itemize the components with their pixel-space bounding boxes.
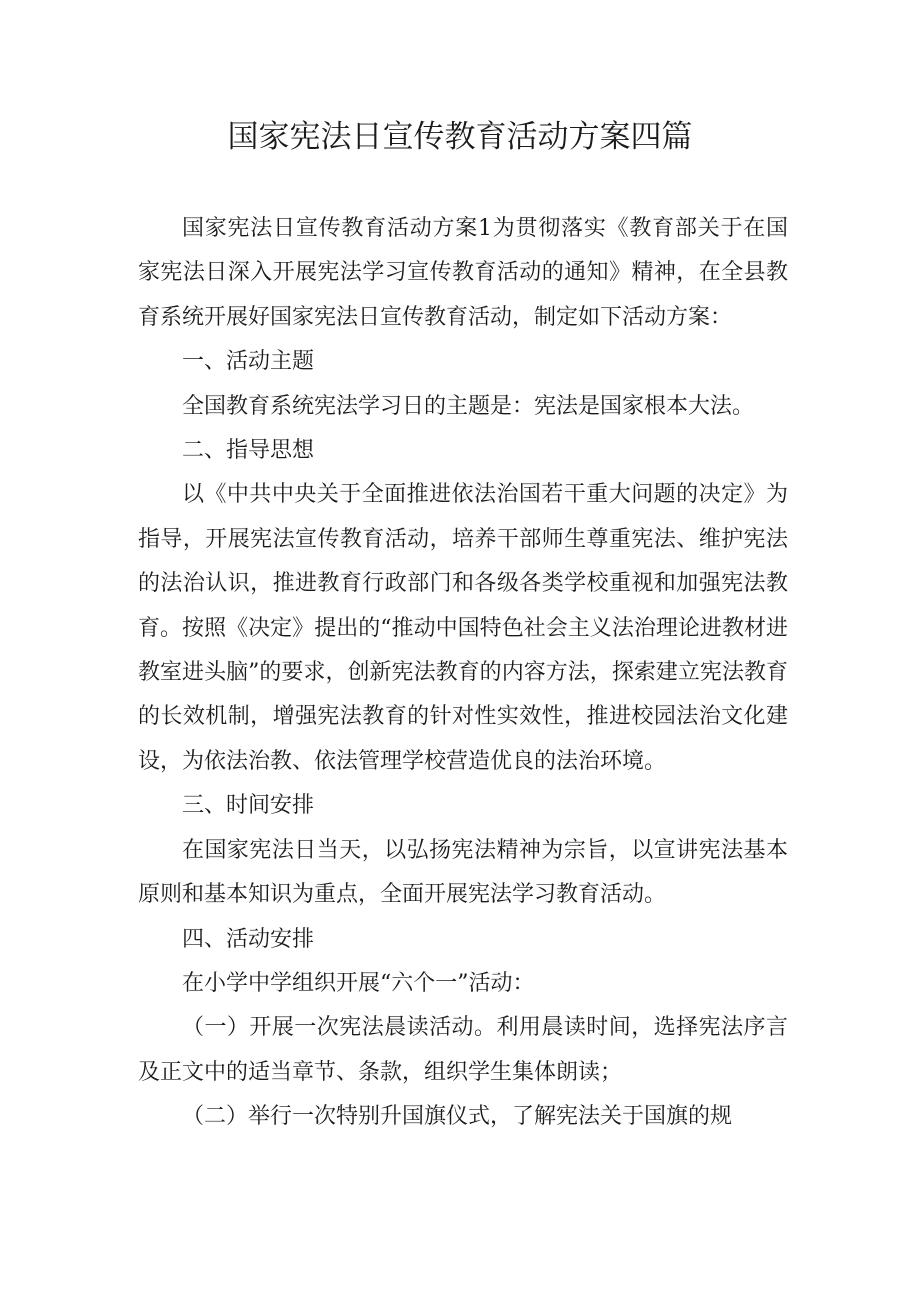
list-item-activity-1: （一）开展一次宪法晨读活动。利用晨读时间，选择宪法序言及正文中的适当章节、条款，组织学生集体朗读； [138, 1015, 788, 1085]
section-heading-guiding-ideology: 二、指导思想 [182, 438, 315, 464]
document-body [138, 207, 788, 1140]
paragraph-schedule: 在国家宪法日当天，以弘扬宪法精神为宗旨，以宣讲宪法基本原则和基本知识为重点，全面开展宪法学习教育活动。 [138, 837, 788, 908]
section-heading-theme: 一、活动主题 [182, 349, 315, 375]
section-heading-schedule: 三、时间安排 [182, 793, 315, 819]
paragraph-activities-intro: 在小学中学组织开展“六个一”活动： [182, 970, 535, 996]
paragraph-theme: 全国教育系统宪法学习日的主题是：宪法是国家根本大法。 [182, 393, 755, 419]
document-title: 国家宪法日宣传教育活动方案四篇 [227, 119, 693, 155]
paragraph-intro: 国家宪法日宣传教育活动方案1为贯彻落实《教育部关于在国家宪法日深入开展宪法学习宣传教育活动的通知》精神，在全县教育系统开展好国家宪法日宣传教育活动，制定如下活动方案： [138, 216, 788, 330]
paragraph-guiding-ideology: 以《中共中央关于全面推进依法治国若干重大问题的决定》为指导，开展宪法宣传教育活动，培养干部师生尊重宪法、维护宪法的法治认识，推进教育行政部门和各级各类学校重视和加强宪法教育。按照《决定》提出的“推动中国特色社会主义法治理论进教材进教室进头脑”的要求，创新宪法教育的内容方法，探索建立宪法教育的长效机制，增强宪法教育的针对性实效性，推进校园法治文化建设，为依法治教、依法管理学校营造优良的法治环境。 [138, 482, 788, 774]
section-heading-activities: 四、活动安排 [182, 926, 315, 952]
list-item-activity-2: （二）举行一次特别升国旗仪式，了解宪法关于国旗的规 [182, 1104, 733, 1130]
